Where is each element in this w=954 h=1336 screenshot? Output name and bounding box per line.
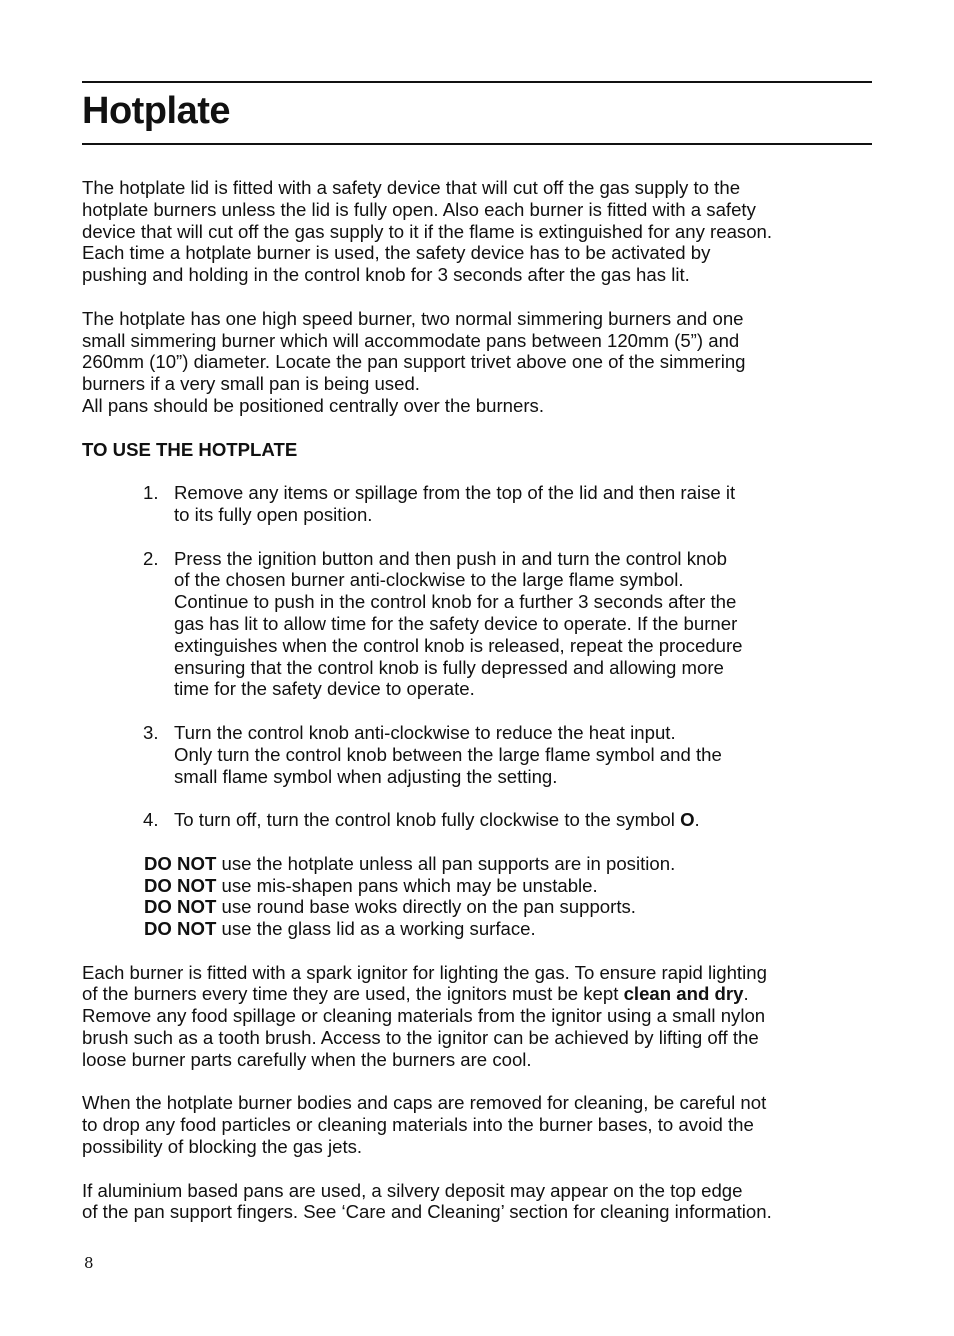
text-line — [174, 809, 872, 831]
text-line: extinguishes when the control knob is released, repeat the procedure — [174, 634, 743, 656]
text-line: to drop any food particles or cleaning materials into the burner bases, to avoid the — [82, 1114, 754, 1136]
steps-list — [82, 482, 872, 831]
text-line: The hotplate lid is fitted with a safety device that will cut off the gas supply to the — [82, 177, 741, 198]
text-line: small simmering burner which will accommodate pans between 120mm (5”) and — [82, 329, 740, 351]
text-line: When the hotplate burner bodies and caps are removed for cleaning, be careful not — [82, 1092, 767, 1114]
text-line: time for the safety device to operate. — [174, 678, 475, 700]
page-content — [82, 177, 872, 1245]
text-fragment: of the burners every time they are used, the ignitors must be kept — [82, 983, 624, 1005]
ignitor-paragraph — [82, 962, 872, 1071]
warnings-list — [82, 853, 872, 940]
step-number: 2. — [143, 547, 159, 569]
cleaning-paragraph — [82, 1092, 872, 1157]
page-number: 8 — [84, 1254, 94, 1272]
text-line: The hotplate has one high speed burner, two normal simmering burners and one — [82, 307, 744, 329]
step-item — [82, 809, 872, 831]
text-line: Remove any items or spillage from the top of the lid and then raise it — [174, 482, 736, 504]
text-line: All pans should be positioned centrally over the burners. — [82, 394, 545, 416]
text-line: small flame symbol when adjusting the setting. — [174, 765, 558, 787]
warning-line — [144, 853, 872, 875]
step-item — [82, 722, 872, 787]
text-line: 260mm (10”) diameter. Locate the pan support trivet above one of the simmering — [82, 351, 746, 373]
aluminium-paragraph — [82, 1180, 872, 1224]
text-line: burners if a very small pan is being used. — [82, 373, 420, 395]
off-symbol: O — [680, 809, 695, 831]
warning-text: use the hotplate unless all pan supports are in position. — [216, 852, 676, 874]
title-rule — [82, 143, 872, 145]
text-line: Each time a hotplate burner is used, the safety device has to be activated by — [82, 242, 711, 264]
text-line: hotplate burners unless the lid is fully open. Also each burner is fitted with a safety — [82, 198, 756, 220]
warning-key: DO NOT — [144, 874, 217, 896]
warning-key: DO NOT — [144, 896, 217, 918]
step-number: 4. — [143, 809, 159, 831]
text-line: Each burner is fitted with a spark ignitor for lighting the gas. To ensure rapid lighting — [82, 961, 767, 983]
text-line: If aluminium based pans are used, a silvery deposit may appear on the top edge — [82, 1179, 743, 1201]
text-line: to its fully open position. — [174, 503, 373, 525]
step-text: To turn off, turn the control knob fully clockwise to the symbol — [174, 809, 681, 831]
warning-text: use the glass lid as a working surface. — [216, 918, 536, 940]
text-fragment: . — [743, 983, 749, 1005]
text-line — [82, 983, 872, 1005]
warning-line — [144, 896, 872, 918]
step-number: 3. — [143, 721, 159, 743]
text-line: brush such as a tooth brush. Access to the ignitor can be achieved by lifting off the — [82, 1027, 759, 1049]
text-line: device that will cut off the gas supply to it if the flame is extinguished for any reason. — [82, 220, 773, 242]
step-text-end: . — [694, 809, 700, 831]
page-title: Hotplate — [82, 90, 230, 132]
emphasis-clean-and-dry: clean and dry — [623, 983, 744, 1005]
warning-line — [144, 875, 872, 897]
text-line: Continue to push in the control knob for a further 3 seconds after the — [174, 591, 737, 613]
text-line: of the chosen burner anti-clockwise to the large flame symbol. — [174, 569, 684, 591]
text-line: of the pan support fingers. See ‘Care and Cleaning’ section for cleaning information. — [82, 1201, 772, 1223]
text-line: possibility of blocking the gas jets. — [82, 1136, 363, 1158]
text-line: ensuring that the control knob is fully depressed and allowing more — [174, 656, 724, 678]
text-line: Remove any food spillage or cleaning materials from the ignitor using a small nylon — [82, 1005, 766, 1027]
text-line: Only turn the control knob between the large flame symbol and the — [174, 743, 722, 765]
intro-paragraph-burners — [82, 308, 872, 417]
intro-paragraph-safety — [82, 177, 872, 286]
warning-line — [144, 918, 872, 940]
warning-key: DO NOT — [144, 918, 217, 940]
text-line: gas has lit to allow time for the safety device to operate. If the burner — [174, 612, 738, 634]
top-rule — [82, 81, 872, 83]
text-line: Turn the control knob anti-clockwise to reduce the heat input. — [174, 721, 676, 743]
warning-key: DO NOT — [144, 852, 217, 874]
step-number: 1. — [143, 482, 159, 504]
text-line: Press the ignition button and then push in and turn the control knob — [174, 547, 728, 569]
warning-text: use round base woks directly on the pan supports. — [216, 896, 636, 918]
step-item — [82, 548, 872, 701]
text-line: loose burner parts carefully when the burners are cool. — [82, 1048, 532, 1070]
text-line: pushing and holding in the control knob for 3 seconds after the gas has lit. — [82, 264, 690, 286]
section-heading: TO USE THE HOTPLATE — [82, 438, 298, 460]
warning-text: use mis-shapen pans which may be unstable. — [216, 874, 598, 896]
step-item — [82, 482, 872, 526]
